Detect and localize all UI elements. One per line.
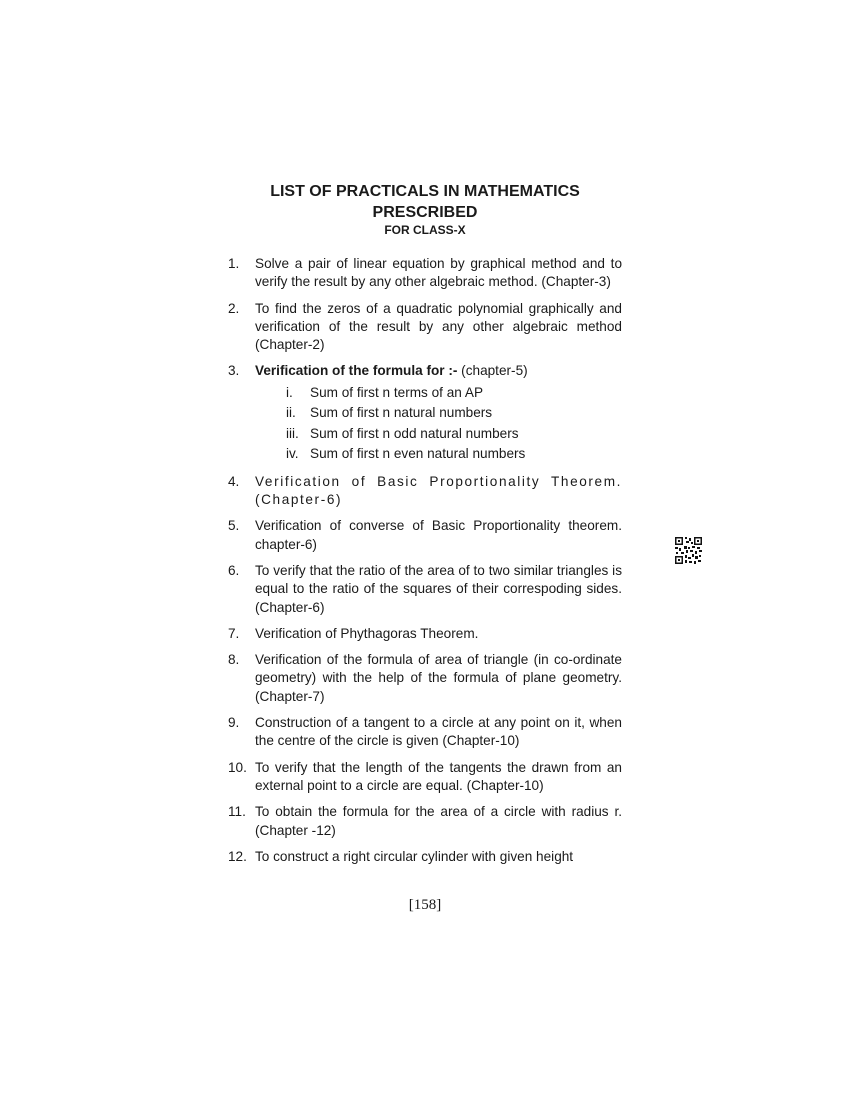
list-item — [228, 362, 622, 464]
list-item — [228, 300, 622, 355]
sub-item-text: Sum of first n even natural numbers — [310, 446, 526, 462]
list-item — [228, 848, 622, 866]
sub-item-text: Sum of first n odd natural numbers — [310, 425, 519, 441]
sub-list-item — [255, 444, 622, 465]
sub-item-text: Sum of first n terms of an AP — [310, 384, 484, 400]
list-item — [228, 714, 622, 751]
page-number: [158] — [408, 897, 442, 913]
item-bold-heading: Verification of the formula for :- — [255, 363, 458, 379]
sub-item-numeral: i. — [286, 384, 293, 400]
item-number: 7. — [228, 625, 240, 641]
page-title — [0, 181, 850, 223]
list-item — [228, 473, 622, 510]
list-item — [228, 651, 622, 706]
item-number: 8. — [228, 652, 240, 668]
page-title-line-2: PRESCRIBED — [372, 204, 478, 221]
item-number: 2. — [228, 300, 240, 316]
sub-item-numeral: iv. — [286, 446, 299, 462]
item-number: 6. — [228, 562, 240, 578]
list-item — [228, 255, 622, 292]
item-text: Verification of Basic Proportionality Theorem. (Chapter-6) — [255, 473, 622, 508]
qr-code-icon[interactable] — [675, 537, 702, 564]
list-item — [228, 562, 622, 617]
item-number: 11. — [228, 804, 246, 820]
item-text: Construction of a tangent to a circle at any point on it, when the centre of the circle is given (Chapter-10) — [255, 715, 622, 749]
item-text: Verification of the formula of area of triangle (in co-ordinate geometry) with the help of the formula of plane geometry. (Chapter-7) — [255, 652, 622, 704]
item-number: 1. — [228, 256, 240, 271]
sub-item-numeral: ii. — [286, 405, 296, 421]
sub-item-text: Sum of first n natural numbers — [310, 405, 493, 421]
sub-item-numeral: iii. — [286, 425, 299, 441]
sub-list-item — [255, 383, 622, 404]
sub-list — [255, 383, 622, 465]
item-text: To obtain the formula for the area of a circle with radius r. (Chapter -12) — [255, 804, 622, 838]
item-number: 12. — [228, 848, 247, 864]
item-number: 10. — [228, 759, 247, 775]
item-text: To verify that the ratio of the area of to two similar triangles is equal to the ratio of the squares of their correspoding sides. (Chapter-6) — [255, 562, 622, 615]
sub-list-item — [255, 403, 622, 424]
item-text — [255, 362, 622, 380]
item-number: 3. — [228, 363, 240, 379]
page-title-line-1: LIST OF PRACTICALS IN MATHEMATICS — [270, 183, 580, 200]
item-number: 9. — [228, 715, 240, 731]
item-number: 4. — [228, 473, 240, 489]
item-text: To construct a right circular cylinder with given height — [255, 848, 574, 864]
list-item — [228, 625, 622, 643]
item-text: Verification of converse of Basic Proportionality theorem. chapter-6) — [255, 518, 622, 552]
item-text: To find the zeros of a quadratic polynomial graphically and verification of the result by any other algebraic method (Chapter-2) — [255, 300, 622, 353]
practicals-list — [228, 255, 622, 874]
list-item — [228, 803, 622, 840]
page-subtitle: FOR CLASS-X — [384, 223, 466, 237]
item-text: Solve a pair of linear equation by graphical method and to verify the result by any other algebraic method. (Chapter-3) — [255, 256, 622, 290]
list-item — [228, 759, 622, 796]
list-item — [228, 517, 622, 554]
item-text: Verification of Phythagoras Theorem. — [255, 625, 479, 641]
sub-list-item — [255, 424, 622, 445]
item-text: To verify that the length of the tangents the drawn from an external point to a circle are equal. (Chapter-10) — [255, 759, 622, 793]
item-chapter-ref: (chapter-5) — [457, 363, 528, 379]
item-number: 5. — [228, 518, 240, 534]
